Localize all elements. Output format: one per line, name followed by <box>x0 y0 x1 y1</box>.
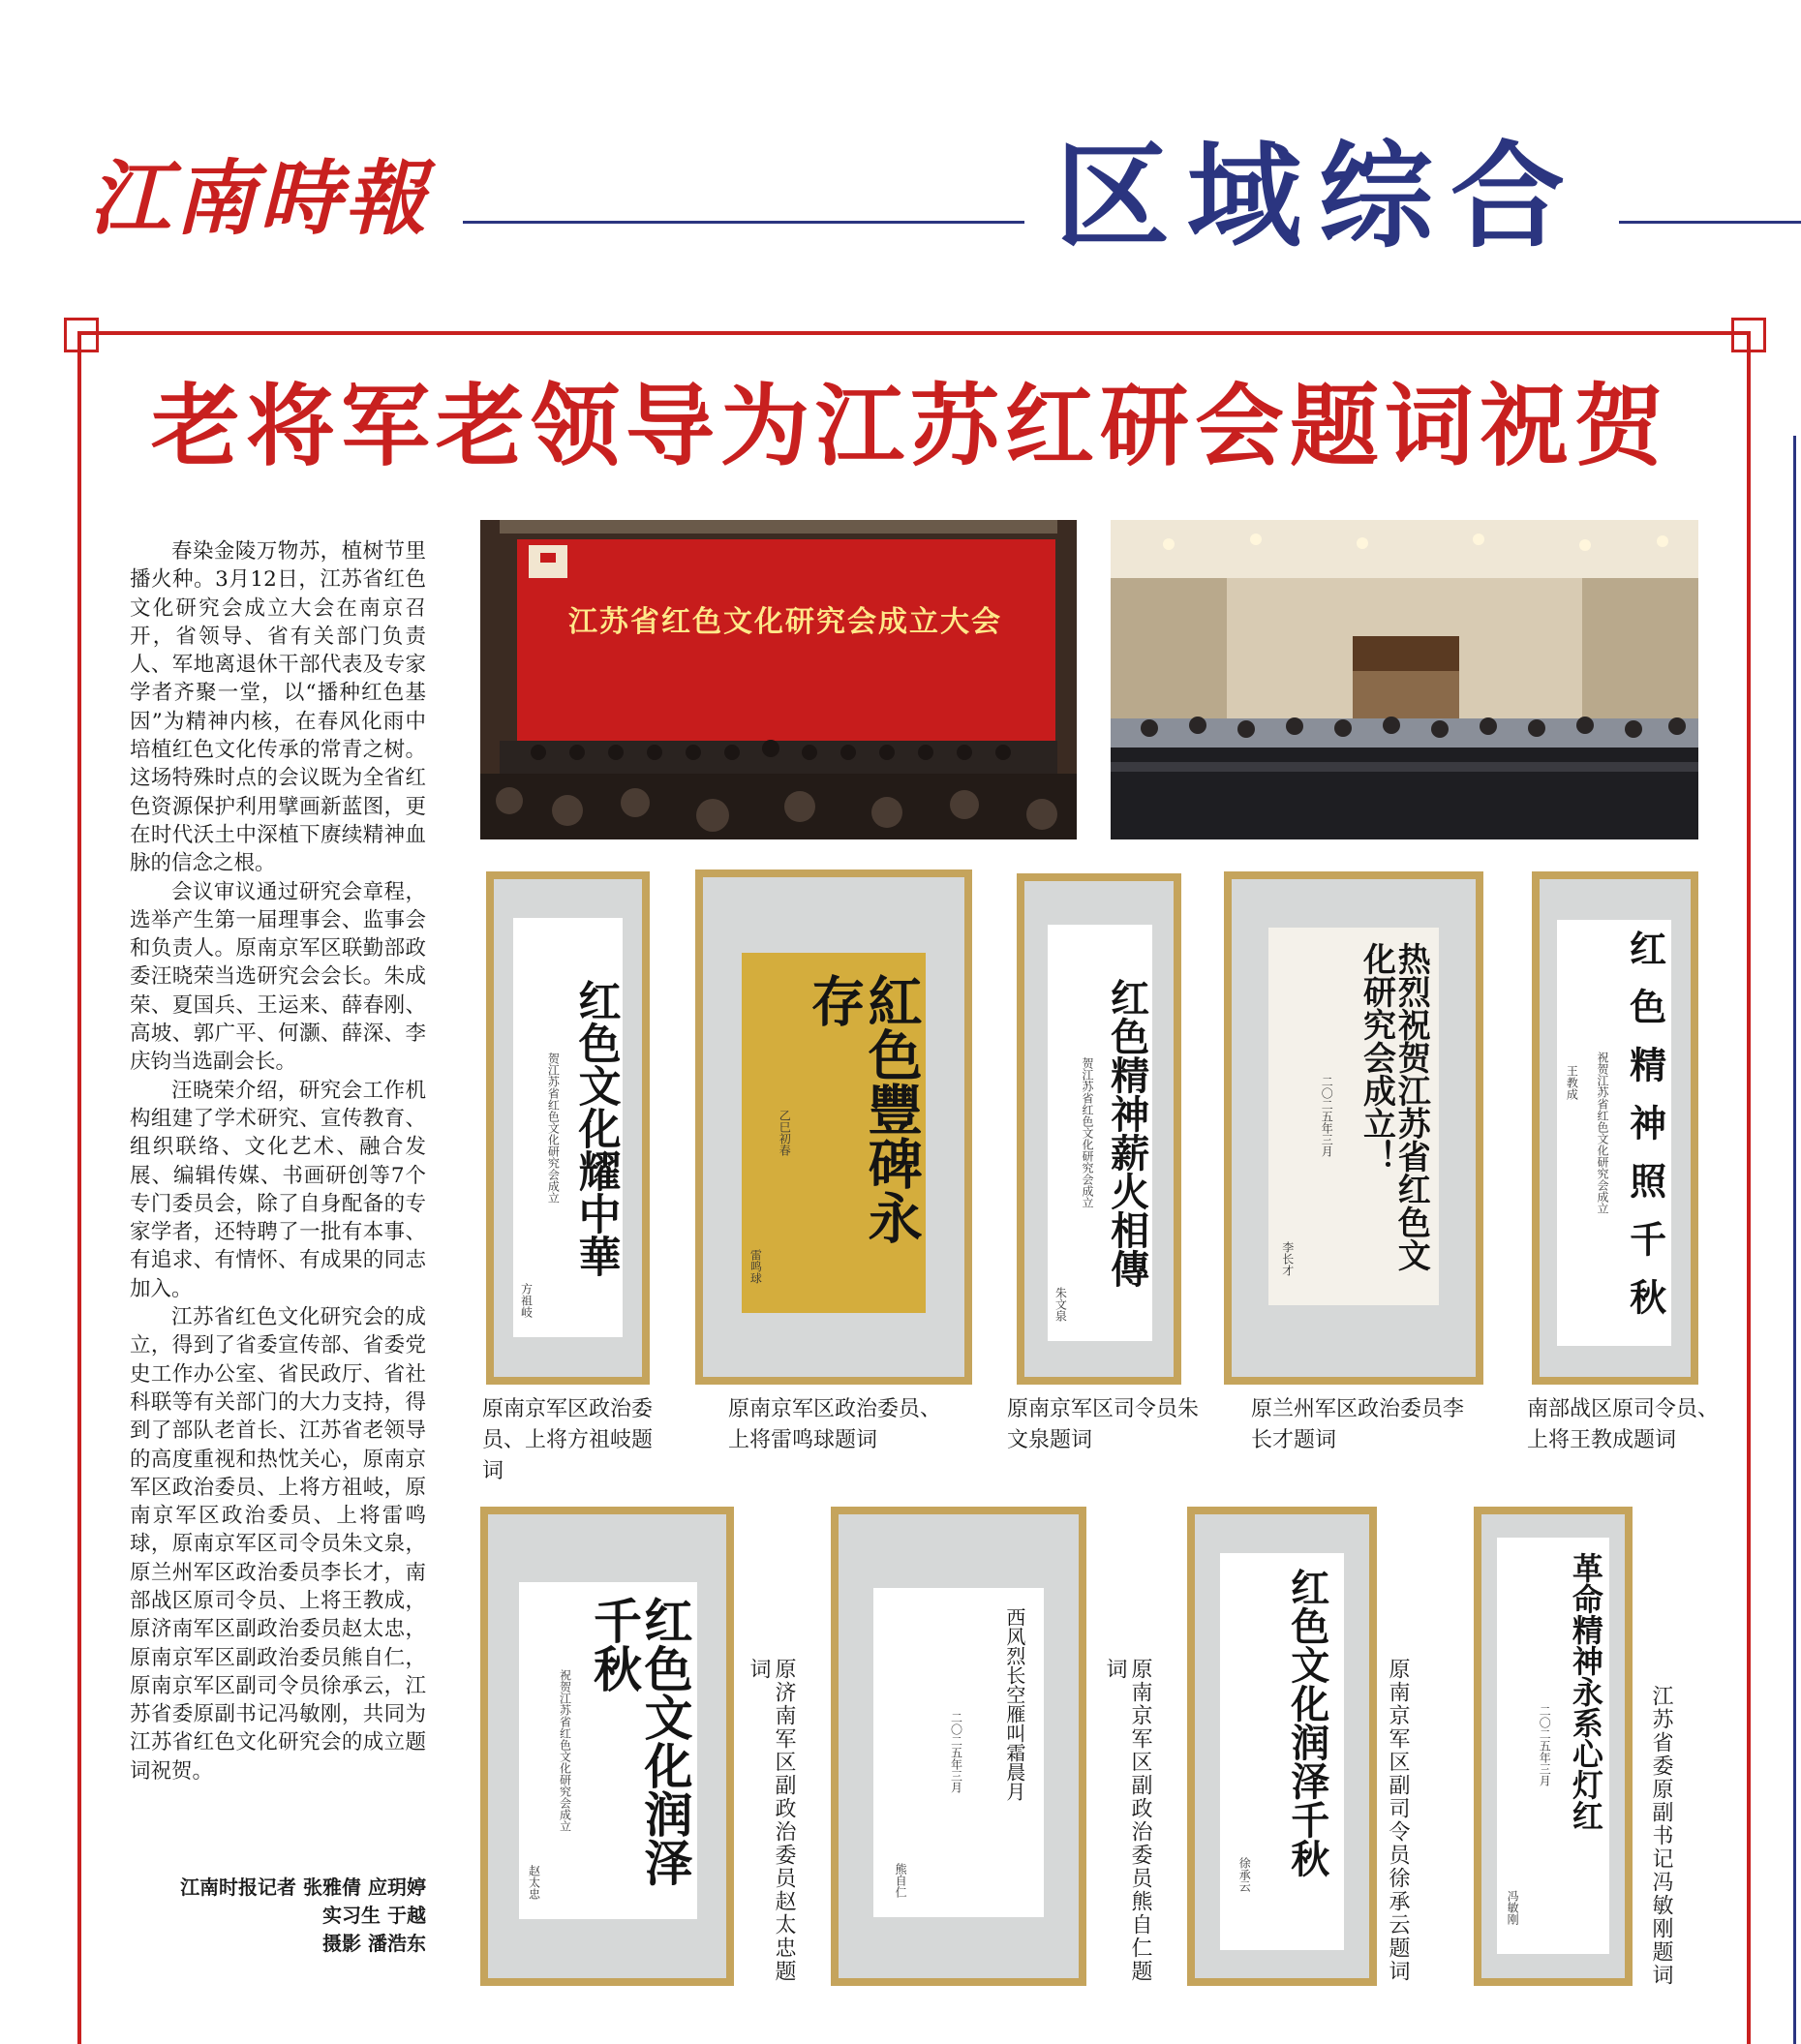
masthead-rule-left <box>463 221 1024 224</box>
byline <box>130 1874 426 1958</box>
calligraphy-caption: 原南京军区副政治委员熊自仁题词 <box>1103 1658 1152 1983</box>
calligraphy-caption: 原南京军区司令员朱文泉题词 <box>1007 1397 1200 1452</box>
calligraphy-inscription: 贺江苏省红色文化研究会成立 <box>1080 1057 1094 1208</box>
calligraphy-signature: 王教成 <box>1565 1065 1579 1100</box>
calligraphy-main-text: 红色精神照千秋 <box>1623 930 1667 1336</box>
calligraphy-inscription: 乙巳初春 <box>778 1110 792 1156</box>
calligraphy-signature: 冯敏刚 <box>1506 1890 1520 1925</box>
calligraphy-inscription: 祝贺江苏省红色文化研究会成立 <box>1596 1052 1610 1214</box>
conference-stage-photo <box>480 520 1077 839</box>
calligraphy-main-text: 西风烈长空雁叫霜晨月 <box>1002 1607 1026 1801</box>
conference-hall-illustration <box>1111 520 1698 839</box>
calligraphy-frame <box>1224 871 1483 1385</box>
calligraphy-frame <box>831 1507 1086 1986</box>
calligraphy-caption: 原济南军区副政治委员赵太忠题词 <box>747 1658 796 1983</box>
calligraphy-main-text: 紅色豐碑永存 <box>802 973 924 1244</box>
calligraphy-frame <box>1532 871 1698 1385</box>
calligraphy-signature: 赵太忠 <box>527 1865 541 1900</box>
calligraphy-signature: 熊自仁 <box>894 1863 908 1898</box>
calligraphy-caption: 江苏省委原副书记冯敏刚题词 <box>1649 1685 1673 1987</box>
calligraphy-caption: 原南京军区政治委员、上将方祖岐题词 <box>482 1397 654 1483</box>
calligraphy-main-text: 红色精神薪火相傳 <box>1104 978 1150 1288</box>
calligraphy-inscription: 二〇二五年三月 <box>1538 1705 1552 1786</box>
calligraphy-frame <box>1474 1507 1633 1986</box>
paragraph: 会议审议通过研究会章程，选举产生第一届理事会、监事会和负责人。原南京军区联勤部政委汪晓荣当选研究会会长。朱成荣、夏国兵、王运来、薛春刚、高坡、郭广平、何灏、薛深、李庆钧当选副会长。 <box>130 879 426 1075</box>
calligraphy-frame <box>486 871 650 1385</box>
calligraphy-main-text: 红色文化润泽千秋 <box>1284 1568 1330 1877</box>
newspaper-logo: 江南時報 <box>89 150 431 246</box>
calligraphy-inscription: 祝贺江苏省红色文化研究会成立 <box>558 1669 572 1832</box>
calligraphy-caption: 原兰州军区政治委员李长才题词 <box>1251 1397 1465 1452</box>
conference-hall-photo <box>1111 520 1698 839</box>
calligraphy-inscription: 二〇二五年三月 <box>949 1712 963 1793</box>
calligraphy-signature: 李长才 <box>1280 1241 1295 1276</box>
frame-corner-ornament <box>64 318 99 352</box>
article-body <box>130 537 426 1785</box>
frame-corner-ornament <box>1731 318 1766 352</box>
calligraphy-main-text: 红色文化耀中華 <box>570 978 621 1277</box>
calligraphy-inscription: 二〇二五年三月 <box>1320 1076 1334 1157</box>
conference-stage-illustration <box>480 520 1077 839</box>
calligraphy-frame <box>480 1507 734 1986</box>
paragraph: 江苏省红色文化研究会的成立，得到了省委宣传部、省委党史工作办公室、省民政厅、省社科联等有关部门的大力支持，得到了部队老首长、江苏省老领导的高度重视和热忱关心，原南京军区政治委员、上将方祖岐，原南京军区政治委员、上将雷鸣球，原南京军区司令员朱文泉，原兰州军区政治委员李长才，南部战区原司令员、上将王教成，原济南军区副政治委员赵太忠，原南京军区副政治委员熊自仁，原南京军区副司令员徐承云，江苏省委原副书记冯敏刚，共同为江苏省红色文化研究会的成立题词祝贺。 <box>130 1305 426 1784</box>
byline-line: 实习生 于越 <box>322 1904 426 1927</box>
calligraphy-main-text: 红色文化润泽千秋 <box>586 1596 694 1886</box>
calligraphy-caption: 南部战区原司令员、上将王教成题词 <box>1527 1397 1720 1452</box>
calligraphy-frame <box>1017 873 1181 1385</box>
paragraph: 汪晓荣介绍，研究会工作机构组建了学术研究、宣传教育、组织联络、文化艺术、融合发展、编辑传媒、书画研创等7个专门委员会，除了自身配备的专家学者，还特聘了一批有本事、有追求、有情怀、有成果的同志加入。 <box>130 1078 426 1301</box>
byline-line: 江南时报记者 张雅倩 应玥婷 <box>180 1876 426 1899</box>
stage-banner-text: 江苏省红色文化研究会成立大会 <box>568 605 1002 639</box>
calligraphy-frame <box>695 869 972 1385</box>
headline: 老将军老领导为江苏红研会题词祝贺 <box>150 375 1669 478</box>
paragraph: 春染金陵万物苏，植树节里播火种。3月12日，江苏省红色文化研究会成立大会在南京召开，省领导、省有关部门负责人、军地离退休干部代表及专家学者齐聚一堂，以“播种红色基因”为精神内核，在春风化雨中培植红色文化传承的常青之树。这场特殊时点的会议既为全省红色资源保护利用擘画新蓝图，更在时代沃土中深植下赓续精神血脉的信念之根。 <box>130 539 426 876</box>
calligraphy-frame <box>1187 1507 1377 1986</box>
calligraphy-signature: 朱文泉 <box>1053 1287 1068 1322</box>
calligraphy-signature: 徐承云 <box>1237 1857 1252 1892</box>
calligraphy-inscription: 贺江苏省红色文化研究会成立 <box>546 1052 561 1204</box>
calligraphy-main-text: 革命精神永系心灯红 <box>1567 1552 1604 1831</box>
byline-line: 摄影 潘浩东 <box>322 1932 426 1955</box>
section-title: 区域综合 <box>1055 129 1583 263</box>
page-edge-rule <box>1793 436 1796 2044</box>
masthead-rule-right <box>1619 221 1801 224</box>
calligraphy-caption: 原南京军区副司令员徐承云题词 <box>1386 1658 1410 1983</box>
calligraphy-signature: 雷鸣球 <box>748 1249 763 1284</box>
calligraphy-main-text: 热烈祝贺江苏省红色文化研究会成立！ <box>1357 942 1431 1271</box>
calligraphy-caption: 原南京军区政治委员、上将雷鸣球题词 <box>728 1397 942 1452</box>
calligraphy-signature: 方祖岐 <box>519 1283 534 1318</box>
